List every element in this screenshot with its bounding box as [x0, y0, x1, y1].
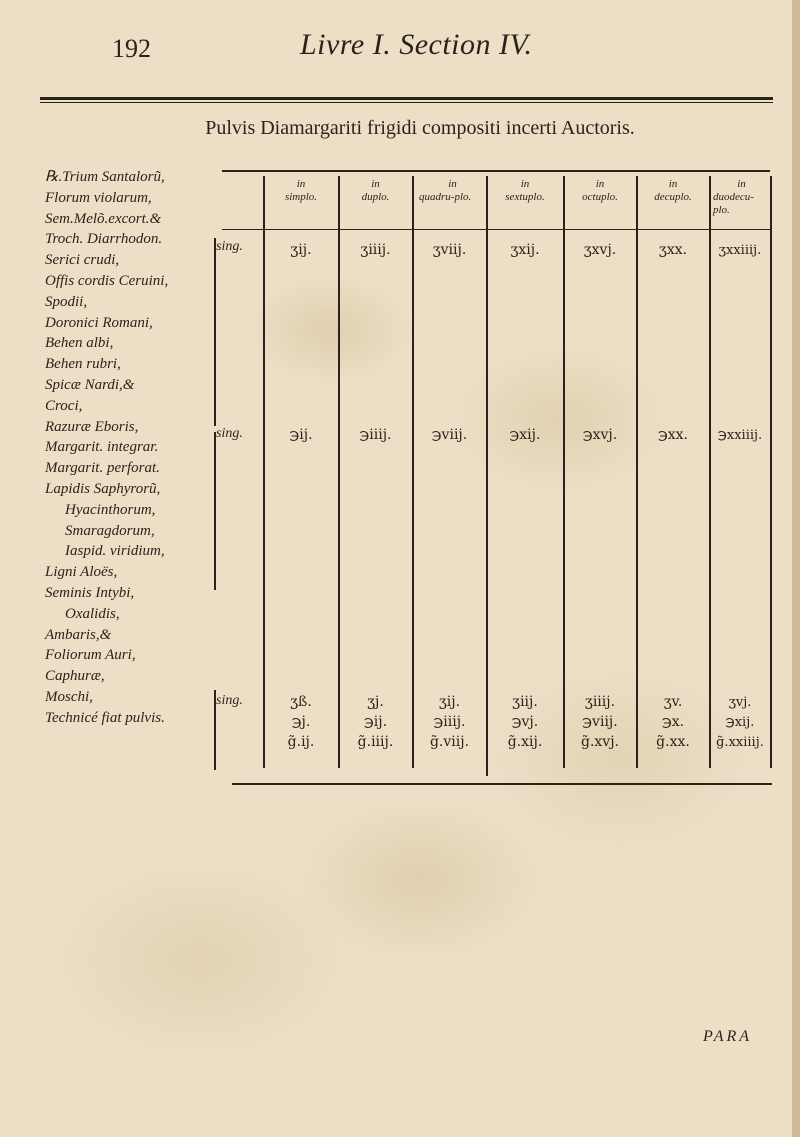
table-top-rule — [222, 170, 770, 172]
header-rule-thin — [40, 102, 773, 103]
dose-cell: ℈ij. — [363, 714, 388, 730]
dose-cell: g̃.ij. — [287, 734, 315, 750]
ingredient-item: Razuræ Eboris, — [45, 418, 139, 435]
ingredient-item: Oxalidis, — [65, 605, 120, 622]
dose-cell: ℈viij. — [582, 714, 618, 730]
dose-cell: ℈x. — [661, 714, 685, 730]
dose-cell: ℈xx. — [657, 427, 689, 443]
column-rule — [412, 176, 414, 768]
column-rule — [486, 176, 488, 776]
ingredient-item: Technicé fiat pulvis. — [45, 709, 165, 726]
dose-cell: g̃.xx. — [656, 734, 690, 750]
dose-cell: ℈xij. — [509, 427, 541, 443]
column-header-in: in — [371, 178, 380, 190]
dose-cell: ʒiiij. — [360, 242, 391, 258]
column-rule — [770, 176, 772, 768]
page-number: 192 — [112, 34, 151, 63]
ingredient-item: Iaspid. viridium, — [65, 543, 165, 560]
column-header-in: in — [296, 178, 306, 190]
ingredient-item: Behen albi, — [45, 335, 114, 352]
column-header-label: decuplo. — [654, 191, 692, 203]
ingredient-item: Hyacinthorum, — [65, 501, 156, 518]
ingredient-item: Doronici Romani, — [45, 314, 153, 331]
column-header-in: in — [737, 178, 746, 190]
ingredient-item: Serici crudi, — [45, 252, 120, 269]
ingredient-item: Offis cordis Ceruini, — [45, 272, 169, 289]
ingredient-item: Sem.Melõ.excort.& — [45, 210, 162, 227]
column-rule — [636, 176, 638, 768]
dose-cell: g̃.xxiiij. — [716, 735, 764, 750]
column-header-label: simplo. — [284, 191, 318, 203]
column-rule — [563, 176, 565, 768]
dose-cell: ʒiiij. — [584, 694, 616, 710]
group-label: sing. — [216, 426, 243, 441]
dose-cell: g̃.xij. — [507, 734, 543, 750]
dose-cell: ʒxx. — [658, 242, 688, 258]
group-brace — [214, 238, 216, 426]
dose-cell: ℈iiij. — [433, 714, 466, 730]
dose-cell: ʒij. — [438, 694, 461, 710]
column-header — [710, 178, 770, 217]
column-rule — [709, 176, 711, 768]
recipe-title: Pulvis Diamargariti frigidi compositi incerti Auctoris. — [205, 117, 635, 139]
ingredient-item: Foliorum Auri, — [45, 647, 136, 664]
dose-cell: g̃.viij. — [429, 734, 470, 750]
column-header — [339, 178, 412, 204]
dose-cell: ʒxij. — [510, 242, 540, 258]
dose-cell: g̃.xvj. — [580, 734, 619, 750]
dose-cell: ℈j. — [291, 714, 311, 730]
column-header — [487, 178, 563, 204]
column-header — [413, 178, 486, 204]
dose-cell: ʒvj. — [728, 695, 752, 710]
catchword: PARA — [703, 1028, 753, 1045]
ingredient-item: Spicæ Nardi,& — [45, 376, 135, 393]
ingredient-item: Smaragdorum, — [65, 522, 155, 539]
ingredient-item: Moschi, — [45, 688, 93, 705]
group-label: sing. — [216, 693, 243, 708]
dose-cell: ℈iiij. — [359, 427, 392, 443]
table-header-rule — [222, 229, 770, 230]
dose-cell: ʒß. — [290, 694, 312, 710]
header-rule-thick — [40, 97, 773, 100]
ingredient-item: Croci, — [45, 397, 83, 414]
dose-cell: ℈viij. — [431, 427, 468, 443]
page-header — [0, 28, 800, 78]
column-header-in: in — [595, 178, 605, 190]
ingredient-item: Margarit. perforat. — [45, 460, 160, 477]
dose-cell: ℈vj. — [511, 714, 539, 730]
ingredient-item: ℞.Trium Santalorũ, — [45, 169, 165, 185]
dose-cell: ℈ij. — [289, 427, 313, 443]
column-header — [264, 178, 338, 204]
ingredient-item: Margarit. integrar. — [45, 439, 159, 456]
ingredient-item: Caphuræ, — [45, 668, 105, 685]
dose-cell: ʒij. — [290, 242, 312, 258]
column-rule — [263, 176, 265, 768]
ingredient-item: Behen rubri, — [45, 356, 121, 373]
column-header-in: in — [668, 178, 678, 190]
column-header-label: duodecu-plo. — [713, 191, 754, 216]
column-header — [564, 178, 636, 204]
ingredient-item: Lapidis Saphyrorũ, — [45, 480, 161, 497]
ingredient-list — [45, 167, 220, 729]
dose-cell: ʒj. — [367, 694, 384, 710]
group-brace — [214, 432, 216, 590]
ingredient-item: Ligni Aloës, — [45, 564, 118, 581]
dose-cell: ʒv. — [663, 694, 683, 710]
ingredient-item: Ambaris,& — [45, 626, 112, 643]
group-label: sing. — [216, 239, 243, 254]
column-header-in: in — [520, 178, 530, 190]
dose-cell: ℈xvj. — [582, 427, 618, 443]
dose-cell: g̃.iiij. — [357, 734, 394, 750]
page-edge — [792, 0, 800, 1137]
dose-cell: ʒiij. — [512, 694, 538, 710]
column-header-label: sextuplo. — [505, 191, 545, 203]
dose-cell: ʒxvj. — [583, 242, 617, 258]
dose-cell: ʒviij. — [432, 242, 467, 258]
table-bottom-rule — [232, 783, 772, 785]
column-header-label: quadru-plo. — [419, 191, 472, 203]
dose-cell: ʒxxiiij. — [718, 243, 762, 258]
column-header-label: octuplo. — [582, 191, 618, 203]
ingredient-item: Seminis Intybi, — [45, 584, 135, 601]
running-head: Livre I. Section IV. — [300, 28, 533, 61]
ingredient-item: Florum violarum, — [45, 189, 152, 206]
column-rule — [338, 176, 340, 768]
dose-cell: ℈xxiiij. — [717, 428, 763, 443]
column-header-label: duplo. — [361, 191, 390, 203]
ingredient-item: Troch. Diarrhodon. — [45, 231, 163, 248]
ingredient-item: Spodii, — [45, 293, 88, 310]
column-header-in: in — [448, 178, 457, 190]
dose-cell: ℈xij. — [725, 715, 755, 730]
column-header — [637, 178, 709, 204]
